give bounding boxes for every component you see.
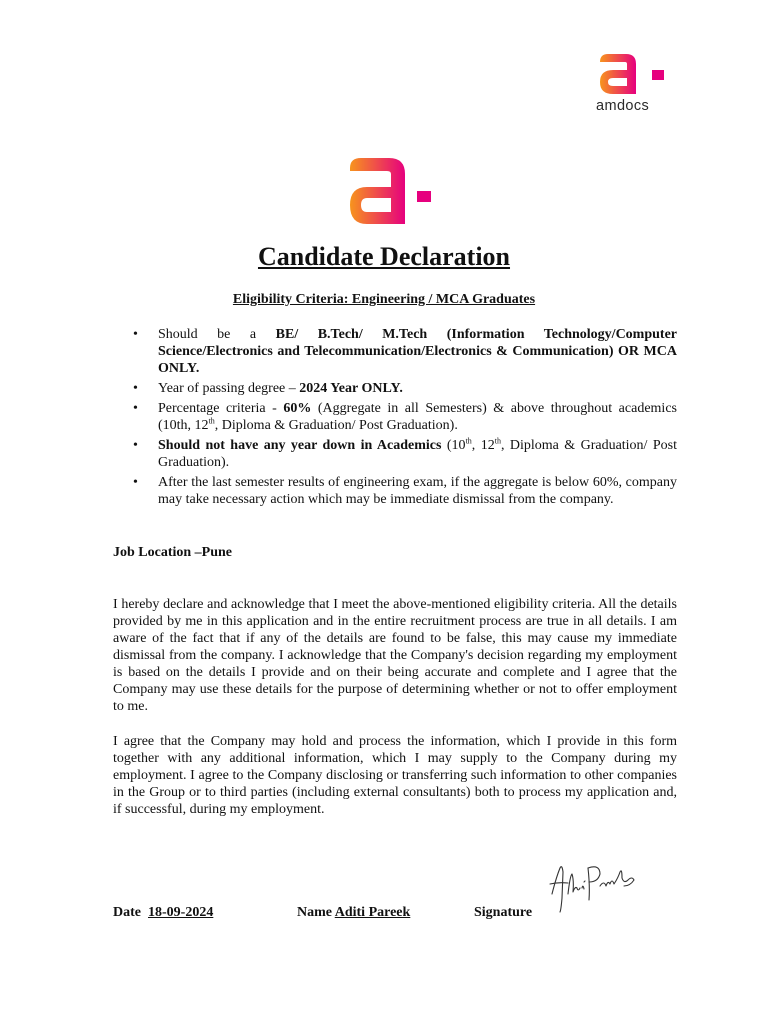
criteria-text: Year of passing degree – [158, 381, 300, 396]
data-consent-paragraph: I agree that the Company may hold and process the information, which I provide in this form together with any additional information, which I may supply to the Company during my employment. I agree to the Company disclosing or transferring such information to other companies in the Group or to third parties (including external consultants) both to process my application and, if successful, during my employment. [113, 734, 677, 817]
date-label: Date [113, 905, 141, 920]
criteria-text: , 12 [471, 438, 495, 453]
document-title: Candidate Declaration [257, 242, 511, 271]
criteria-text: Should be a [158, 327, 276, 342]
bullet-icon: • [133, 381, 138, 396]
criteria-text: BE/ B.Tech/ M.Tech (Information Technology/Computer Science/Electronics and Telecommunication/Electronics & Communication) OR MCA ONLY. [158, 327, 678, 376]
bullet-icon: • [133, 327, 138, 342]
amdocs-wordmark: amdocs [596, 98, 650, 114]
criteria-item [113, 400, 677, 434]
criteria-text: th [208, 416, 215, 426]
handwritten-signature [548, 858, 640, 914]
name-value: Aditi Pareek [334, 905, 411, 920]
declaration-paragraph: I hereby declare and acknowledge that I meet the above-mentioned eligibility criteria. All the details provided by me in this application and in the entire recruitment process are true in all details. I am aware of the fact that if any of the details are found to be false, this may cause my immediate dismissal from the company. I acknowledge that the Company's decision regarding my employment is based on the details I provide and on their being accurate and complete and I agree that the Company may use these details for the purpose of determining whether or not to offer employment to me. [113, 597, 677, 714]
criteria-item [113, 437, 677, 471]
criteria-text: th [494, 436, 501, 446]
criteria-item [113, 474, 677, 508]
bullet-icon: • [133, 475, 138, 490]
criteria-text: (Aggregate in all Semesters) & above throughout academics (10th, 12 [158, 401, 677, 433]
criteria-text: 60% [283, 401, 312, 416]
criteria-text: , Diploma & Graduation/ Post Graduation). [158, 438, 677, 470]
amdocs-logo [596, 50, 668, 114]
criteria-text: Percentage criteria - [158, 401, 284, 416]
amdocs-mark-icon [347, 157, 433, 227]
job-location: Job Location –Pune [113, 545, 233, 560]
criteria-text: th [465, 436, 472, 446]
date-value: 18-09-2024 [148, 905, 214, 920]
document-subtitle: Eligibility Criteria: Engineering / MCA Graduates [232, 292, 536, 307]
criteria-text: After the last semester results of engineering exam, if the aggregate is below 60%, company may take necessary action which may be immediate dismissal from the company. [158, 475, 677, 507]
name-field [297, 904, 410, 922]
criteria-item [113, 380, 677, 397]
signature-label: Signature [474, 905, 533, 920]
criteria-text: Should not have any year down in Academics [158, 438, 442, 453]
criteria-item [113, 326, 677, 377]
criteria-text: (10 [441, 438, 466, 453]
eligibility-criteria-list [113, 326, 677, 511]
criteria-text: 2024 Year ONLY. [299, 381, 403, 396]
bullet-icon: • [133, 401, 138, 416]
criteria-text: , Diploma & Graduation/ Post Graduation). [214, 418, 458, 433]
bullet-icon: • [133, 438, 138, 453]
amdocs-center-logo [347, 157, 433, 227]
date-field [113, 904, 213, 922]
amdocs-logo-mark-icon [596, 50, 668, 98]
name-label: Name [297, 905, 332, 920]
